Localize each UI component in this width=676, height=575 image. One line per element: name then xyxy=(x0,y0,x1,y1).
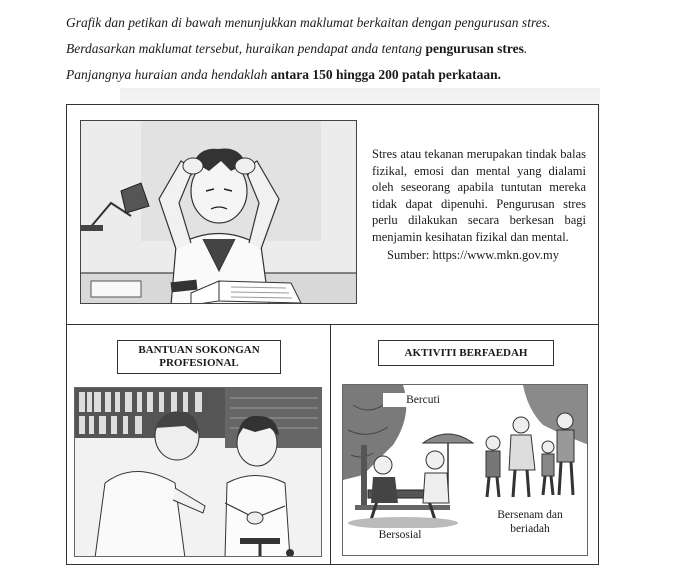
bold-word-count: antara 150 hingga 200 patah perkataan. xyxy=(270,67,502,82)
instruction-line-1: Grafik dan petikan di bawah menunjukkan maklumat berkaitan dengan pengurusan stres. xyxy=(66,15,551,30)
caption-bersenam: Bersenam dan beriadah xyxy=(480,508,580,536)
stressed-student-illustration xyxy=(80,120,357,304)
bold-topic: pengurusan stres xyxy=(425,41,524,56)
horizontal-divider xyxy=(66,324,599,325)
caption-bersosial: Bersosial xyxy=(360,528,440,542)
counselling-illustration xyxy=(74,387,322,557)
instruction-line-2: Berdasarkan maklumat tersebut, huraikan pendapat anda tentang pengurusan stres. xyxy=(66,41,528,56)
passage-source: Sumber: https://www.mkn.gov.my xyxy=(387,248,559,262)
stress-passage: Stres atau tekanan merupakan tindak balas fizikal, emosi dan mental yang dialami oleh seseorang apabila tuntutan mereka tidak dapat dipenuhi. Pengurusan stres perlu dilakukan secara berkesan bagi menjamin kesihatan fizikal dan mental. xyxy=(372,147,586,244)
bookshelf-icon xyxy=(75,388,225,438)
caption-bercuti: Bercuti xyxy=(383,393,463,407)
label-professional-support: BANTUAN SOKONGAN PROFESIONAL xyxy=(117,340,281,374)
instruction-line-3: Panjangnya huraian anda hendaklah antara 150 hingga 200 patah perkataan. xyxy=(66,67,502,82)
label-beneficial-activities: AKTIVITI BERFAEDAH xyxy=(378,340,554,366)
vertical-divider xyxy=(330,324,331,565)
